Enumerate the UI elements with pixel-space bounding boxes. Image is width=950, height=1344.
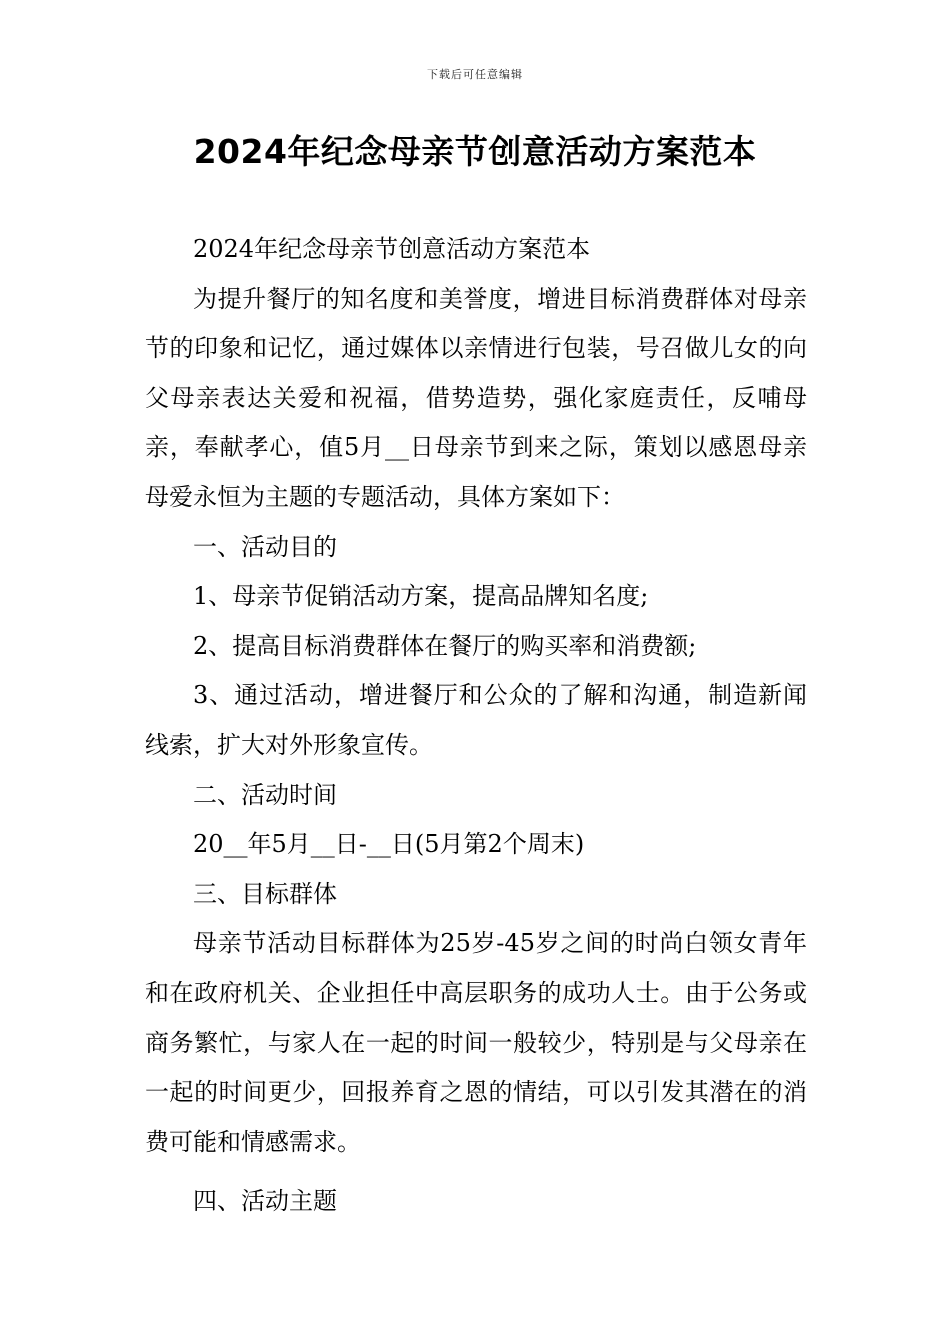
list-item-purpose-2: 2、提高目标消费群体在餐厅的购买率和消费额; [193,631,697,660]
list-item-purpose-1: 1、母亲节促销活动方案，提高品牌知名度; [193,582,649,611]
document-body [145,225,807,1227]
section-heading-target: 三、目标群体 [193,879,337,908]
section-heading-purpose: 一、活动目的 [193,532,337,561]
header-note: 下载后可任意编辑 [427,68,523,81]
document-title: 2024年纪念母亲节创意活动方案范本 [193,132,757,171]
section-heading-theme: 四、活动主题 [193,1187,337,1216]
paragraph-time: 20__年5月__日-__日(5月第2个周末) [193,830,585,859]
paragraph-target: 母亲节活动目标群体为25岁-45岁之间的时尚白领女青年和在政府机关、企业担任中高层职务的成功人士。由于公务或商务繁忙，与家人在一起的时间一般较少，特别是与父母亲在一起的时间更少，回报养育之恩的情结，可以引发其潜在的消费可能和情感需求。 [145,929,807,1156]
list-item-purpose-3: 3、通过活动，增进餐厅和公众的了解和沟通，制造新闻线索，扩大对外形象宣传。 [145,681,807,759]
paragraph-subtitle: 2024年纪念母亲节创意活动方案范本 [193,235,591,263]
section-heading-time: 二、活动时间 [193,780,337,809]
paragraph-intro: 为提升餐厅的知名度和美誉度，增进目标消费群体对母亲节的印象和记忆，通过媒体以亲情进行包装，号召做儿女的向父母亲表达关爱和祝福，借势造势，强化家庭责任，反哺母亲，奉献孝心，值5月__日母亲节到来之际，策划以感恩母亲母爱永恒为主题的专题活动，具体方案如下： [145,284,807,511]
